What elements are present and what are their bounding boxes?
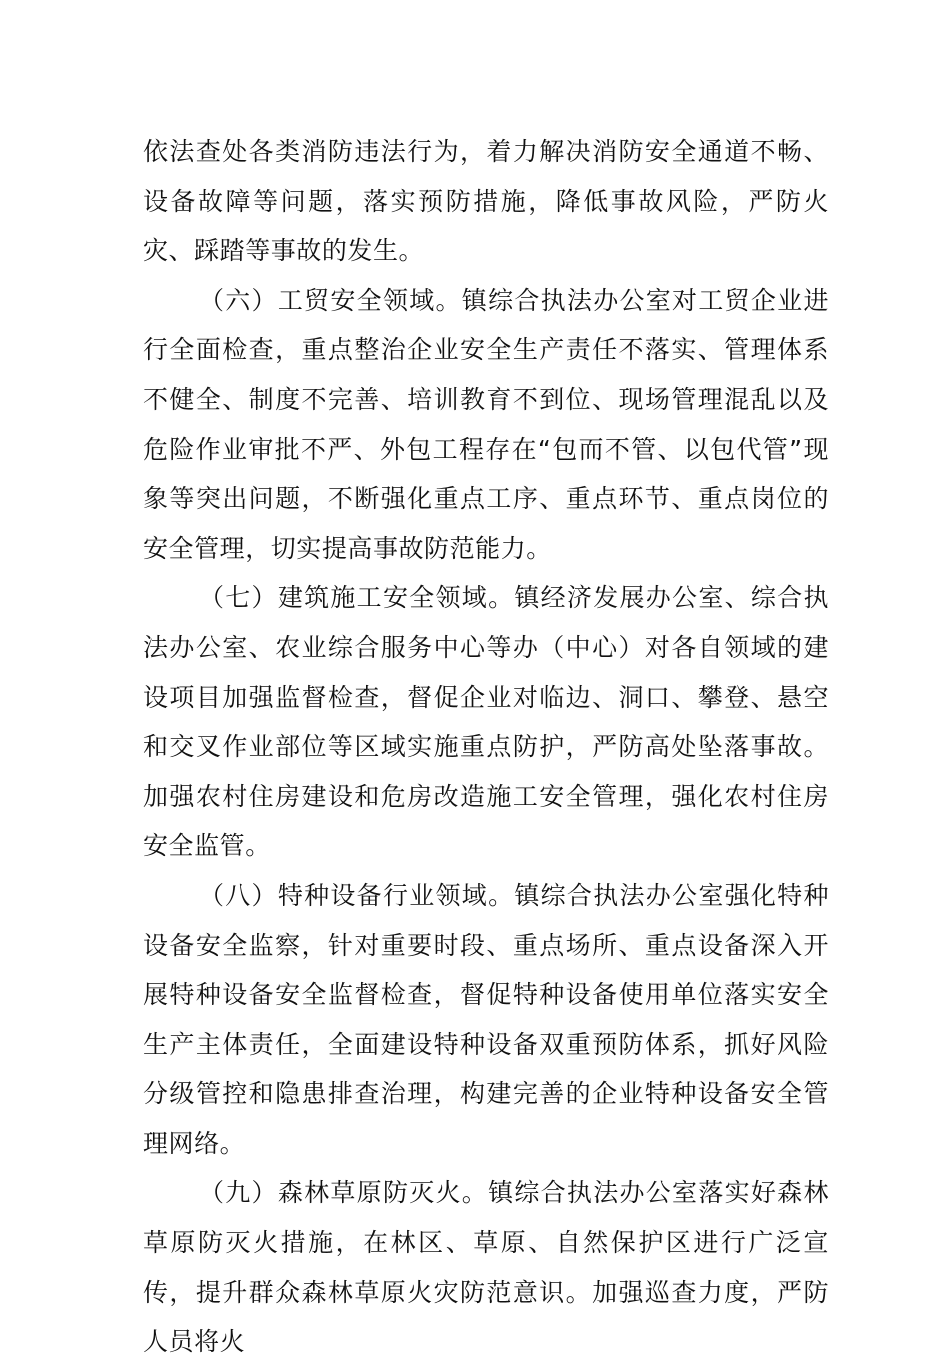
paragraph-industry-trade-safety: （六）工贸安全领域。镇综合执法办公室对工贸企业进行全面检查，重点整治企业安全生产责任不落实、管理体系不健全、制度不完善、培训教育不到位、现场管理混乱以及危险作业审批不严、外包工程存在“包而不管、以包代管”现象等突出问题，不断强化重点工序、重点环节、重点岗位的安全管理，切实提高事故防范能力。 <box>143 285 829 563</box>
paragraph-forest-grassland-fire: （九）森林草原防灭火。镇综合执法办公室落实好森林草原防灭火措施，在林区、草原、自然保护区进行广泛宣传，提升群众森林草原火灾防范意识。加强巡查力度，严防人员将火 <box>143 1178 829 1357</box>
paragraph-fire-safety-continued: 依法查处各类消防违法行为，着力解决消防安全通道不畅、设备故障等问题，落实预防措施，降低事故风险，严防火灾、踩踏等事故的发生。 <box>143 137 829 266</box>
paragraph-special-equipment: （八）特种设备行业领域。镇综合执法办公室强化特种设备安全监察，针对重要时段、重点场所、重点设备深入开展特种设备安全监督检查，督促特种设备使用单位落实安全生产主体责任，全面建设特种设备双重预防体系，抓好风险分级管控和隐患排查治理，构建完善的企业特种设备安全管理网络。 <box>143 880 829 1158</box>
document-body <box>143 127 829 1367</box>
paragraph-construction-safety: （七）建筑施工安全领域。镇经济发展办公室、综合执法办公室、农业综合服务中心等办（中心）对各自领域的建设项目加强监督检查，督促企业对临边、洞口、攀登、悬空和交叉作业部位等区域实施重点防护，严防高处坠落事故。加强农村住房建设和危房改造施工安全管理，强化农村住房安全监管。 <box>143 583 829 861</box>
